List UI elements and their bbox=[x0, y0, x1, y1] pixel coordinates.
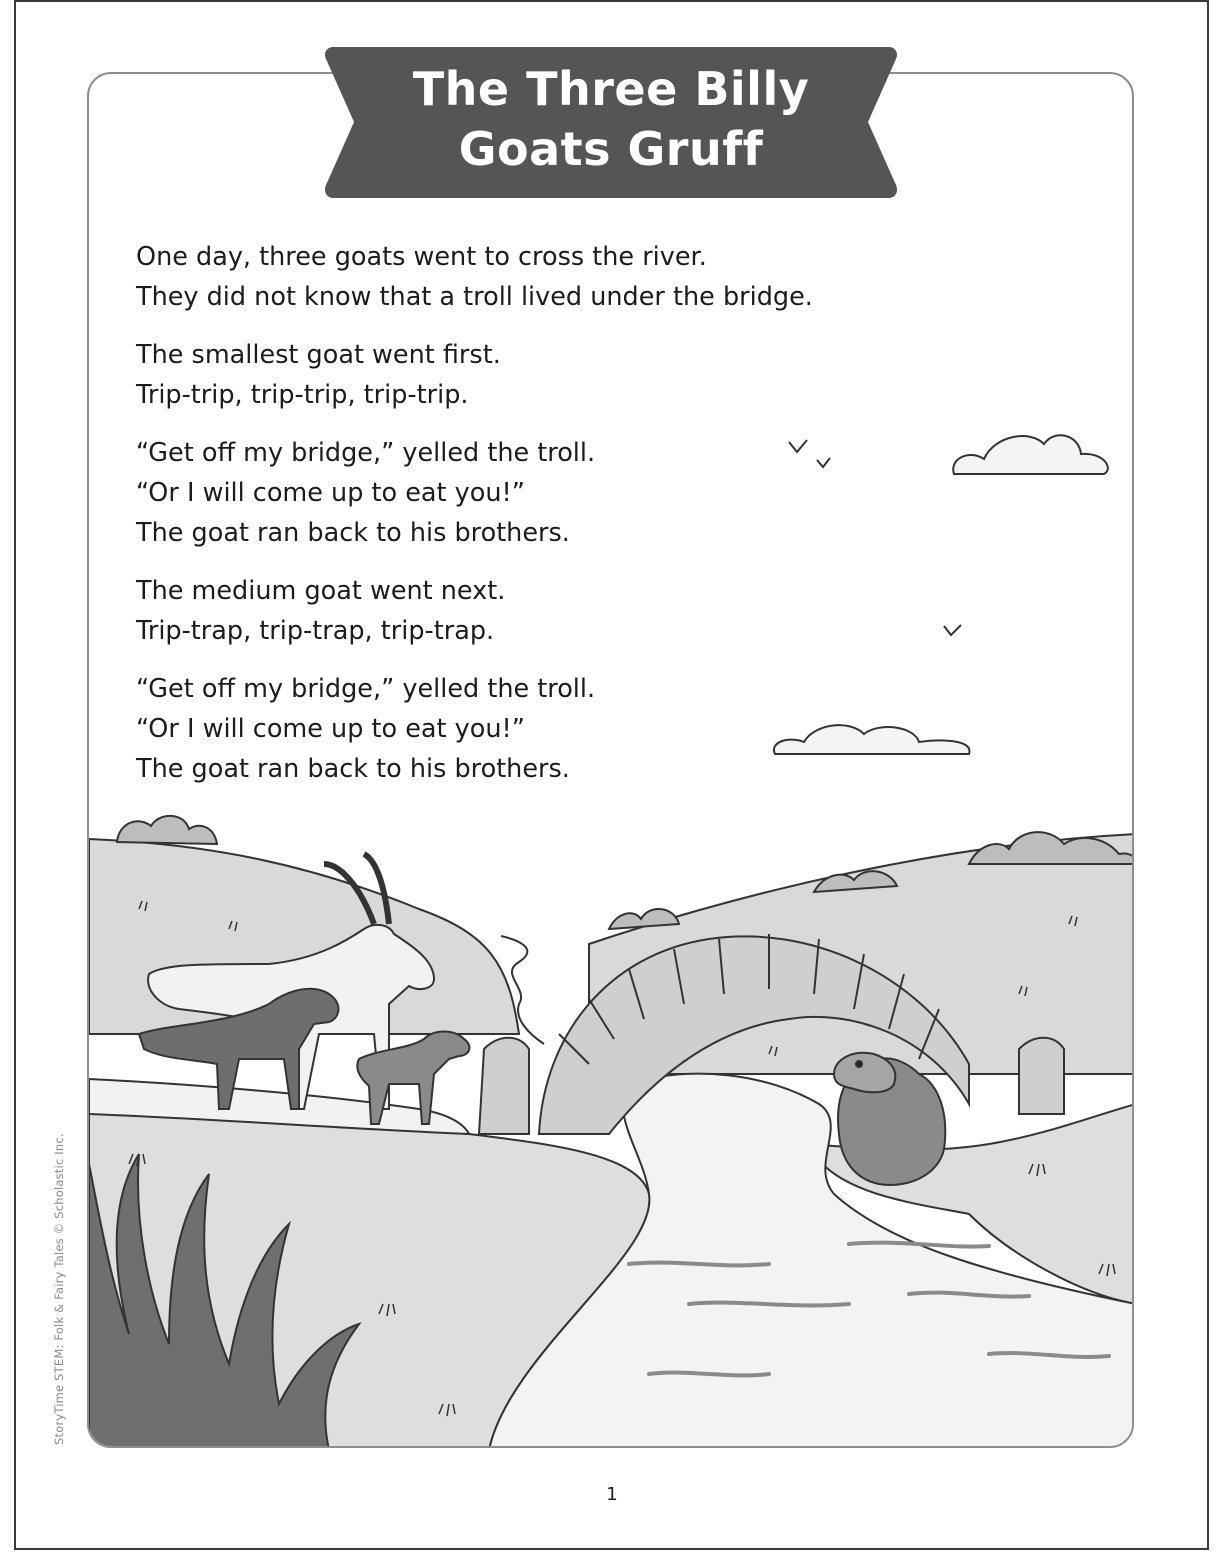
story-line: The goat ran back to his brothers. bbox=[136, 517, 570, 548]
story-line: They did not know that a troll lived under the bridge. bbox=[136, 281, 813, 312]
story-line: The goat ran back to his brothers. bbox=[136, 753, 570, 784]
stanza-3 bbox=[136, 434, 996, 553]
stanza-2 bbox=[136, 336, 996, 415]
story-line: One day, three goats went to cross the river. bbox=[136, 242, 707, 272]
bush-left-top bbox=[117, 816, 217, 844]
story-line: Trip-trip, trip-trip, trip-trip. bbox=[136, 379, 469, 410]
story-line: “Get off my bridge,” yelled the troll. bbox=[136, 674, 596, 705]
page-number: 1 bbox=[606, 1484, 618, 1505]
title-banner bbox=[323, 47, 899, 198]
stanza-1 bbox=[136, 238, 996, 317]
title-line-2: Goats Gruff bbox=[458, 122, 764, 176]
copyright-credit: StoryTime STEM: Folk & Fairy Tales © Scholastic Inc. bbox=[52, 1133, 66, 1445]
story-text bbox=[136, 238, 996, 808]
page-title bbox=[323, 59, 899, 179]
story-line: “Or I will come up to eat you!” bbox=[136, 713, 525, 744]
story-line: Trip-trap, trip-trap, trip-trap. bbox=[136, 615, 495, 646]
title-line-1: The Three Billy bbox=[412, 62, 810, 116]
story-line: The smallest goat went first. bbox=[136, 340, 501, 371]
story-line: The medium goat went next. bbox=[136, 576, 506, 607]
story-line: “Get off my bridge,” yelled the troll. bbox=[136, 438, 596, 469]
stanza-5 bbox=[136, 670, 996, 789]
stanza-4 bbox=[136, 572, 996, 651]
story-line: “Or I will come up to eat you!” bbox=[136, 477, 525, 508]
